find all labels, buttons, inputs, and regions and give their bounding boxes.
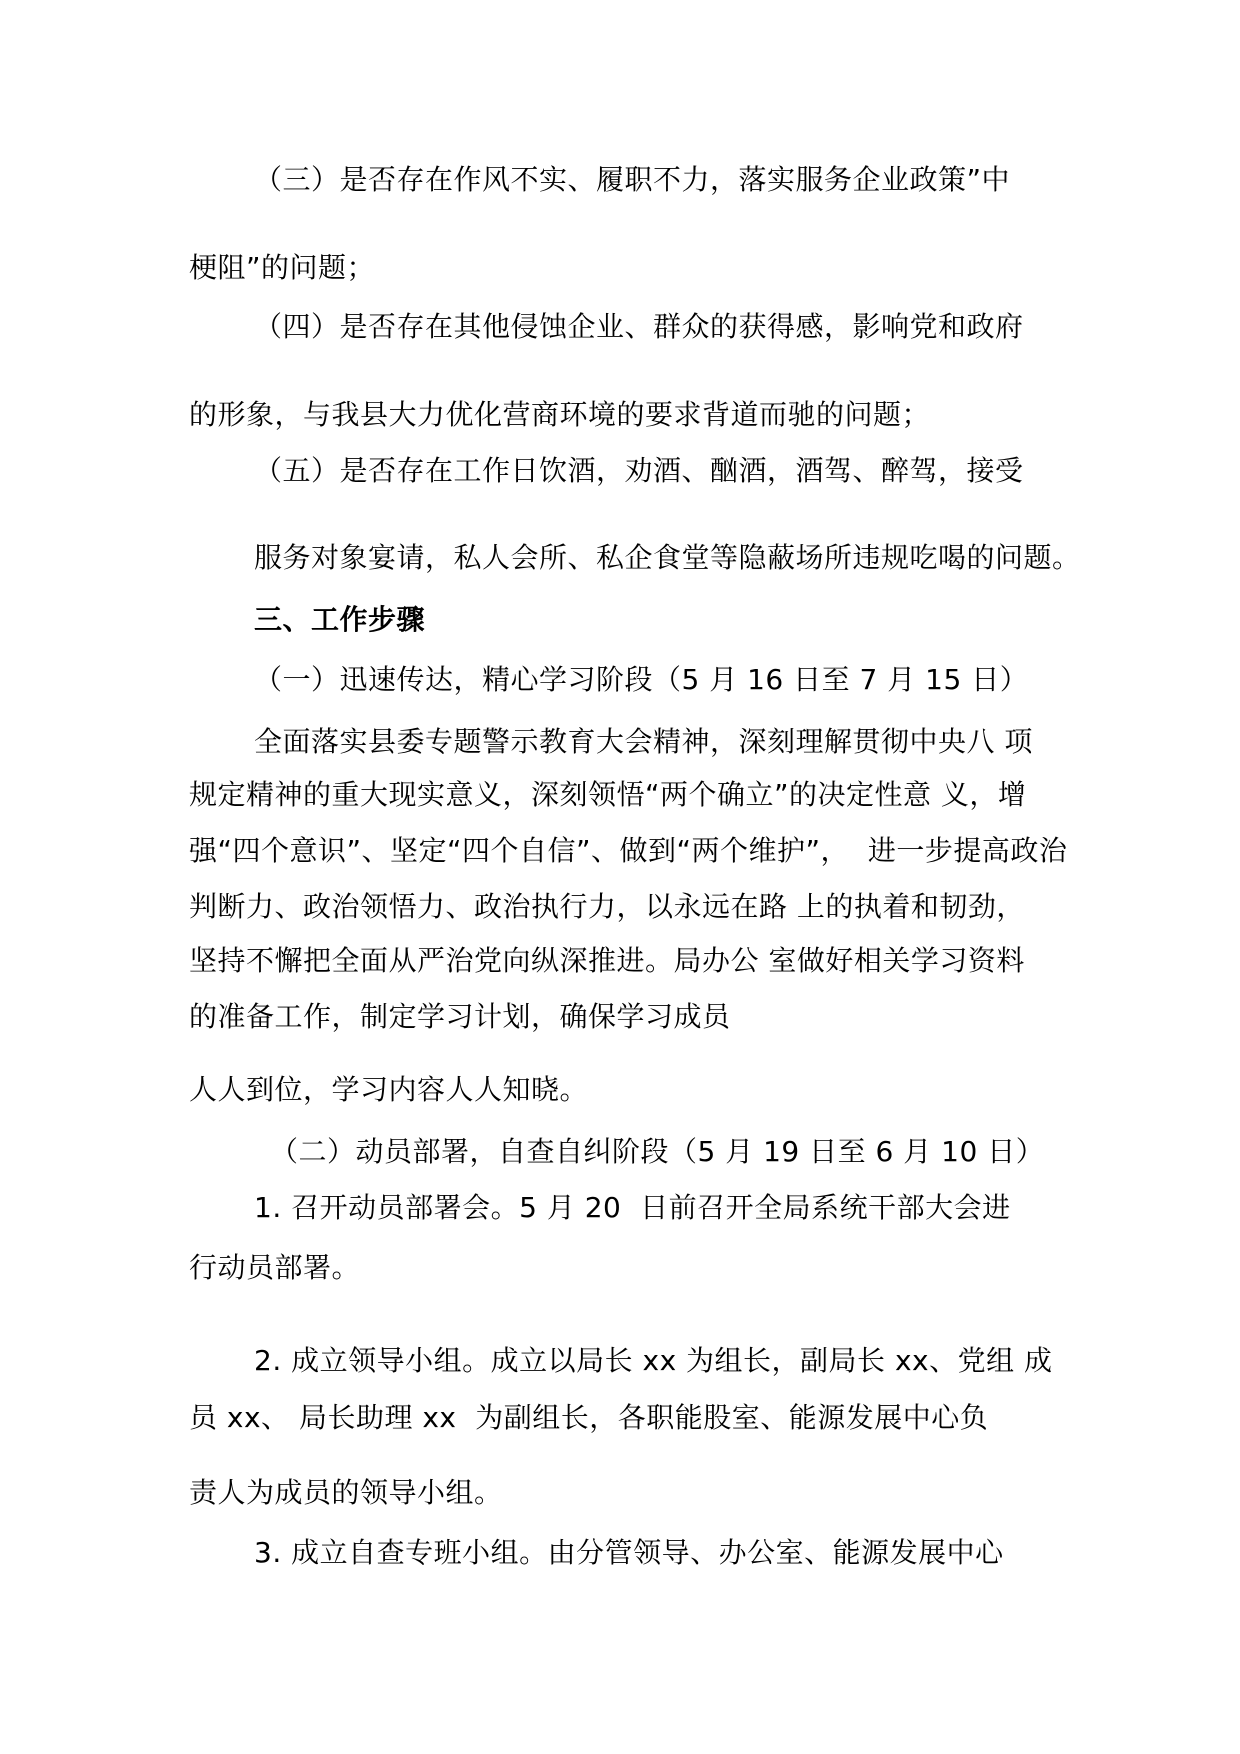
section-heading: 三、工作步骤 xyxy=(254,603,426,636)
paragraph-line: 员 xx、 局长助理 xx 为副组长，各职能股室、能源发展中心负 xyxy=(189,1401,989,1434)
paragraph-line: （四）是否存在其他侵蚀企业、群众的获得感，影响党和政府 xyxy=(254,310,1024,343)
paragraph-line: 行动员部署。 xyxy=(189,1251,361,1284)
paragraph-line: 责人为成员的领导小组。 xyxy=(189,1476,503,1509)
paragraph-line: 1. 召开动员部署会。5 月 20 日前召开全局系统干部大会进 xyxy=(254,1191,1011,1224)
paragraph-line: 强“四个意识”、坚定“四个自信”、做到“两个维护”， 进一步提高政治 xyxy=(189,834,1068,867)
paragraph-line: 判断力、政治领悟力、政治执行力，以永远在路 上的执着和韧劲， xyxy=(189,890,1025,923)
paragraph-line: 2. 成立领导小组。成立以局长 xx 为组长，副局长 xx、党组 成 xyxy=(254,1344,1053,1377)
subsection-heading: （一）迅速传达，精心学习阶段（5 月 16 日至 7 月 15 日） xyxy=(254,663,1029,696)
paragraph-line: 的形象，与我县大力优化营商环境的要求背道而驰的问题； xyxy=(189,398,931,431)
paragraph-line: 的准备工作，制定学习计划，确保学习成员 xyxy=(189,1000,731,1033)
paragraph-line: 3. 成立自查专班小组。由分管领导、办公室、能源发展中心 xyxy=(254,1536,1004,1569)
paragraph-line: （三）是否存在作风不实、履职不力，落实服务企业政策”中 xyxy=(254,163,1011,196)
paragraph-line: 规定精神的重大现实意义，深刻领悟“两个确立”的决定性意 义，增 xyxy=(189,778,1027,811)
paragraph-line: 人人到位，学习内容人人知晓。 xyxy=(189,1073,589,1106)
paragraph-line: （五）是否存在工作日饮酒，劝酒、酗酒，酒驾、醉驾，接受 xyxy=(254,454,1024,487)
subsection-heading: （二）动员部署，自查自纠阶段（5 月 19 日至 6 月 10 日） xyxy=(270,1135,1045,1168)
paragraph-line: 服务对象宴请，私人会所、私企食堂等隐蔽场所违规吃喝的问题。 xyxy=(254,541,1081,574)
paragraph-line: 全面落实县委专题警示教育大会精神，深刻理解贯彻中央八 项 xyxy=(254,725,1033,758)
paragraph-line: 坚持不懈把全面从严治党向纵深推进。局办公 室做好相关学习资料 xyxy=(189,944,1025,977)
paragraph-line: 梗阻”的问题； xyxy=(189,251,376,284)
